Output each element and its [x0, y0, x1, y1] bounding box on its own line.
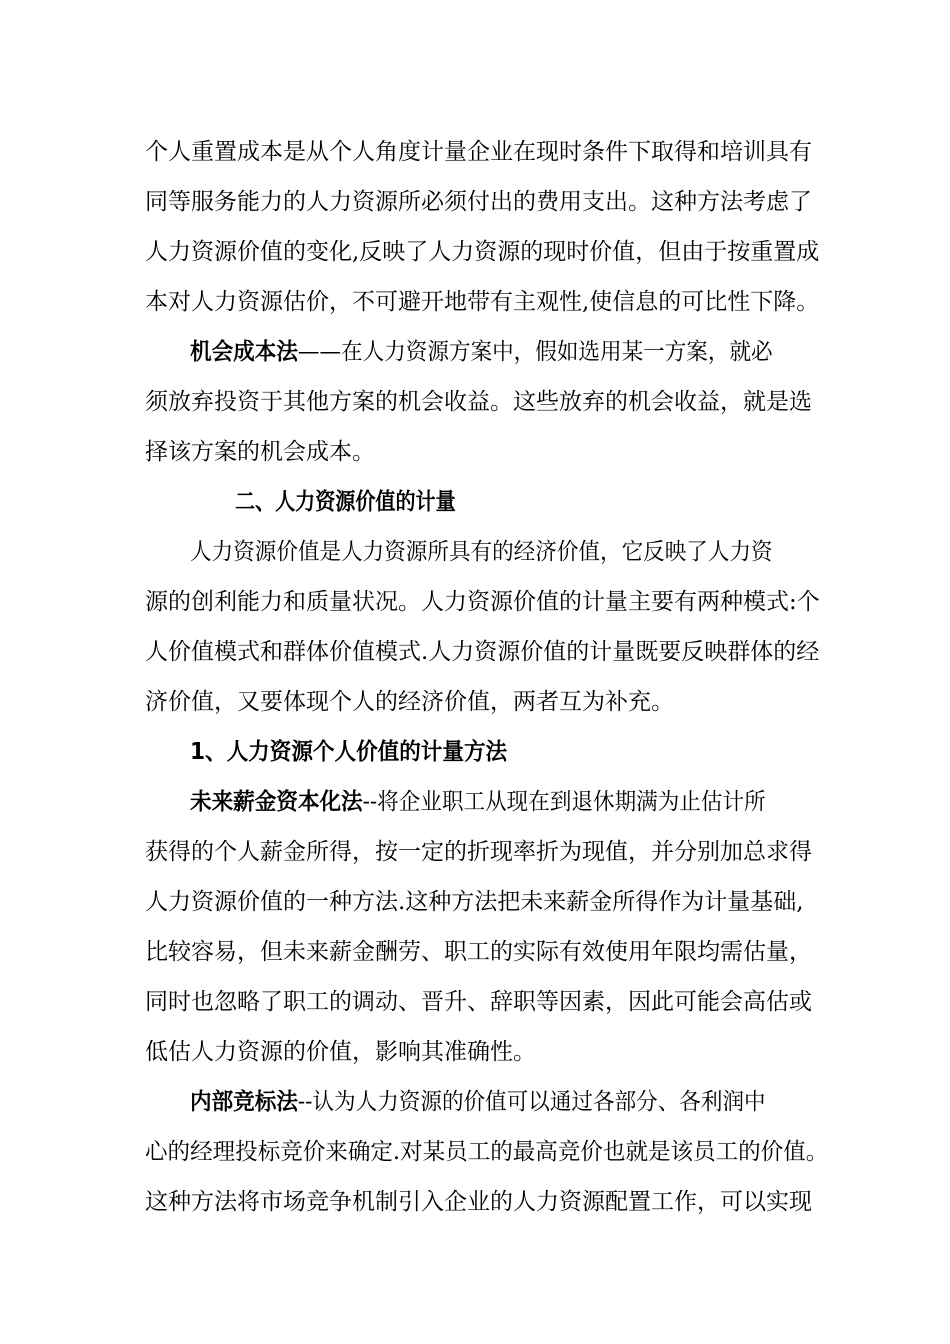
paragraph-line: 同等服务能力的人力资源所必须付出的费用支出。这种方法考虑了: [145, 189, 812, 215]
paragraph-line: 心的经理投标竞价来确定.对某员工的最高竞价也就是该员工的价值。: [145, 1139, 829, 1165]
term-label: 内部竞标法: [190, 1089, 298, 1115]
paragraph-line: 择该方案的机会成本。: [145, 439, 375, 465]
paragraph-line: 获得的个人薪金所得，按一定的折现率折为现值，并分别加总求得: [145, 839, 812, 865]
paragraph-line: 源的创利能力和质量状况。人力资源价值的计量主要有两种模式:个: [145, 589, 820, 615]
term-description: --认为人力资源的价值可以通过各部分、各利润中: [297, 1089, 766, 1115]
paragraph-line: 济价值，又要体现个人的经济价值，两者互为补充。: [145, 689, 674, 715]
paragraph-line: 比较容易，但未来薪金酬劳、职工的实际有效使用年限均需估量，: [145, 939, 812, 965]
term-label: 未来薪金资本化法: [190, 789, 363, 815]
paragraph-line: 人价值模式和群体价值模式.人力资源价值的计量既要反映群体的经: [145, 639, 820, 665]
term-description: --将企业职工从现在到退休期满为止估计所: [362, 789, 766, 815]
paragraph-line: 人力资源价值的一种方法.这种方法把未来薪金所得作为计量基础,: [145, 889, 804, 915]
paragraph-line: 低估人力资源的价值，影响其准确性。: [145, 1039, 536, 1065]
term-description: ——在人力资源方案中，假如选用某一方案，就必: [297, 339, 773, 365]
paragraph-line: 同时也忽略了职工的调动、晋升、辞职等因素，因此可能会高估或: [145, 989, 812, 1015]
paragraph-first-line: [190, 1087, 828, 1117]
section-heading: 二、人力资源价值的计量: [235, 489, 456, 515]
term-label: 机会成本法: [190, 339, 298, 365]
paragraph-first-line: [190, 337, 828, 367]
paragraph-line: 须放弃投资于其他方案的机会收益。这些放弃的机会收益，就是选: [145, 389, 812, 415]
subsection-heading: 1、人力资源个人价值的计量方法: [190, 739, 508, 765]
paragraph-line: 个人重置成本是从个人角度计量企业在现时条件下取得和培训具有: [145, 139, 812, 165]
paragraph-line: 这种方法将市场竞争机制引入企业的人力资源配置工作，可以实现: [145, 1189, 812, 1215]
paragraph-line: 本对人力资源估价，不可避开地带有主观性,使信息的可比性下降。: [145, 289, 820, 315]
paragraph-line: 人力资源价值的变化,反映了人力资源的现时价值，但由于按重置成: [145, 239, 820, 265]
paragraph-first-line: 人力资源价值是人力资源所具有的经济价值，它反映了人力资: [190, 539, 773, 565]
paragraph-first-line: [190, 787, 828, 817]
